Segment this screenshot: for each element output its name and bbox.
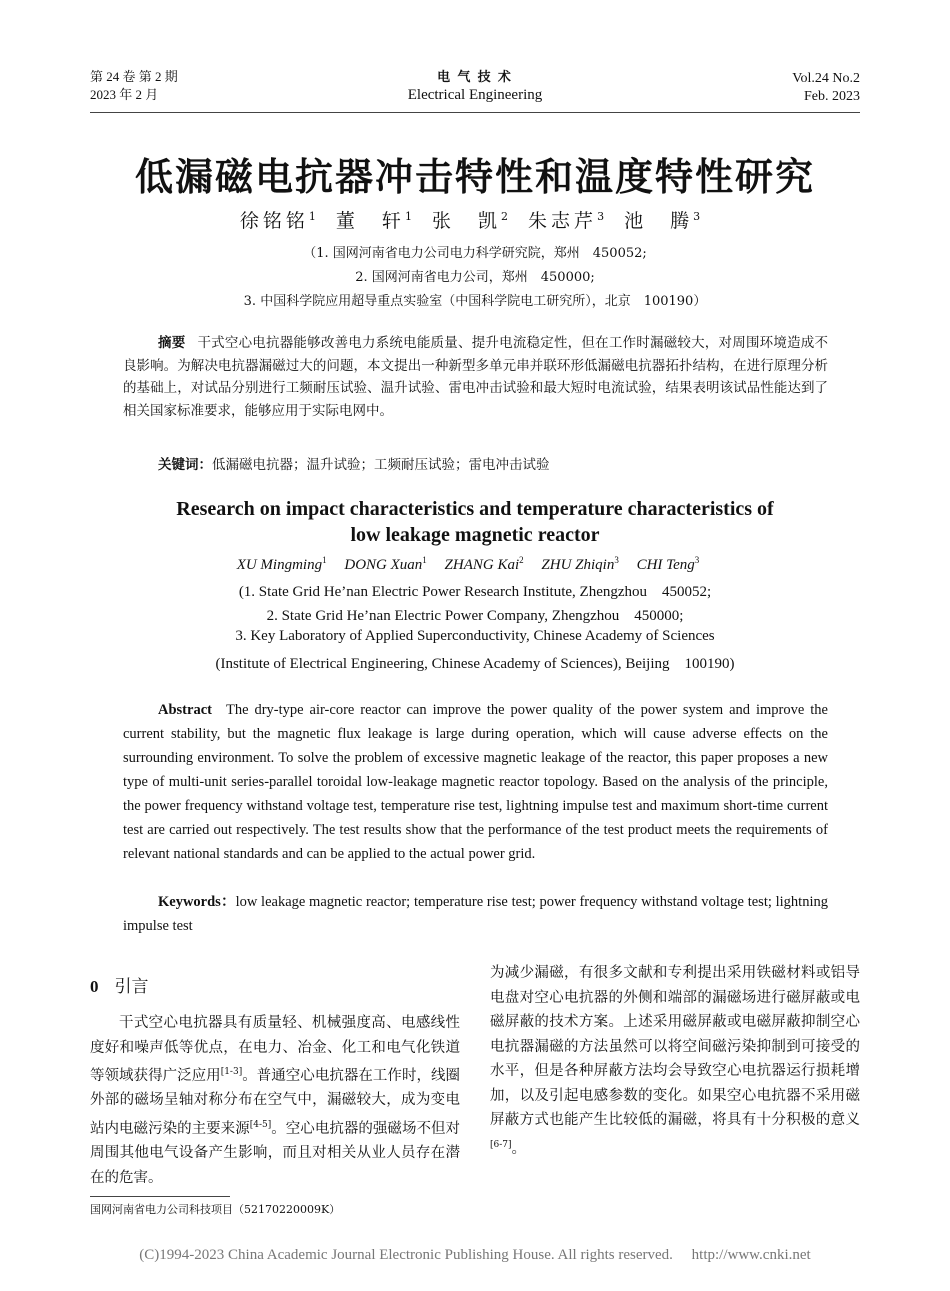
author-sup: 1 [308,209,316,223]
abstract-text-cn: 干式空心电抗器能够改善电力系统电能质量、提升电流稳定性，但在工作时漏磁较大，对周围环境造成不良影响。为解决电抗器漏磁过大的问题，本文提出一种新型多单元串并联环形低漏磁电抗器拓扑结构，在进行原理分析的基础上，对试品分别进行工频耐压试验、温升试验、雷电冲击试验和最大短时电流试验，结果表明该试品性能达到了相关国家标准要求，能够应用于实际电网中。 [123,335,829,419]
author-sup: 1 [422,555,427,565]
body-text: 为减少漏磁，有很多文献和专利提出采用铁磁材料或铝导电盘对空心电抗器的外侧和端部的漏磁场进行磁屏蔽或电磁屏蔽的技术方案。上述采用磁屏蔽或电磁屏蔽抑制空心电抗器漏磁的方法虽然可以将空间磁污染抑制到可接受的水平，但是各种屏蔽方法均会导致空心电抗器运行损耗增加，以及引起电感参数的变化。如果空心电抗器不采用磁屏蔽方式也能产生比较低的漏磁，将具有十分积极的意义 [490,965,860,1128]
section-title: 引言 [114,977,149,997]
abstract-cn [123,332,828,422]
keywords-cn [158,454,828,477]
keywords-text-cn: 低漏磁电抗器；温升试验；工频耐压试验；雷电冲击试验 [212,457,550,473]
body-text: 。空心电抗器的强磁场不但对周围其他电气设备产生影响，而且对相关从业人员存在潜在的危害。 [90,1120,461,1186]
citation: [1-3] [220,1067,243,1077]
abstract-en [123,698,828,866]
journal-name-cn: 电 气 技 术 [437,69,513,84]
body-text: 。普通空心电抗器在工作时，线圈外部的磁场呈轴对称分布在空气中，漏磁较大，成为变电站内电磁污染的主要来源 [90,1067,461,1137]
author-sup: 1 [322,555,327,565]
abstract-label-cn: 摘要 [158,335,186,351]
author-en: ZHU Zhiqin [541,557,615,573]
volume-issue-cn: 第 24 卷 第 2 期 [90,69,178,84]
author-en: XU Mingming [236,557,323,573]
intro-paragraph-left [90,1011,460,1190]
citation: [4-5] [249,1119,272,1130]
date-en: Feb. 2023 [804,89,860,104]
authors-cn [0,206,950,233]
affiliation-en: 2. State Grid He’nan Electric Power Company, Zhengzhou 450000; [266,608,684,624]
copyright-notice: (C)1994-2023 China Academic Journal Electronic Publishing House. All rights reserved. http://www.cnki.net [139,1247,811,1263]
affiliation-en: 3. Key Laboratory of Applied Superconductivity, Chinese Academy of Sciences [235,628,715,644]
paper-title-cn: 低漏磁电抗器冲击特性和温度特性研究 [134,155,815,199]
keywords-en [123,890,828,938]
author-cn: 池 腾 [624,210,694,232]
author-cn: 徐铭铭 [239,210,309,232]
author-cn: 董 轩 [335,210,405,232]
funding-footnote: 国网河南省电力公司科技项目（52170220009K） [90,1203,341,1216]
citation: [6-7] [490,1139,512,1150]
section-heading [90,972,149,997]
volume-issue-en-line: Vol.24 No.2 [792,71,860,86]
affiliation-en: (Institute of Electrical Engineering, Chinese Academy of Sciences), Beijing 100190) [215,656,735,672]
authors-en [0,555,950,574]
author-sup: 2 [501,209,508,223]
affiliation-cn: 2. 国网河南省电力公司，郑州 450000; [355,270,595,285]
author-sup: 2 [519,555,524,565]
author-sup: 3 [693,209,701,223]
author-sup: 1 [404,209,412,223]
body-text: 。 [511,1140,527,1157]
affiliation-en: (1. State Grid He’nan Electric Power Research Institute, Zhengzhou 450052; [238,584,712,600]
author-sup: 3 [597,209,605,223]
affiliation-cn: （1. 国网河南省电力公司电力科学研究院，郑州 450052; [303,246,647,261]
paper-title-en-line1: Research on impact characteristics and temperature characteristics of [176,498,774,520]
author-en: DONG Xuan [344,557,423,573]
volume-issue-en [792,70,860,106]
author-sup: 3 [614,555,619,565]
header-rule [90,112,860,113]
abstract-text-en: The dry-type air-core reactor can improve the power quality of the power system and improve the current stability, but the magnetic flux leakage is large during operation, which will cause adverse effects on the surrounding environment. To solve the problem of excessive magnetic leakage of the reactor, this paper proposes a new type of multi-unit series-parallel toroidal low-leakage magnetic reactor topology. Based on the analysis of the principle, the power frequency withstand voltage test, temperature rise test, lightning impulse test and maximum short-time current test are carried out respectively. The test results show that the performance of the test product meets the requirements of relevant national standards and can be applied to the actual power grid. [123,702,828,862]
author-en: CHI Teng [636,557,695,573]
keywords-text-en: low leakage magnetic reactor; temperature rise test; power frequency withstand voltage test; lightning impulse test [123,894,828,934]
author-cn: 张 凯 [431,210,501,232]
body-text: 干式空心电抗器具有质量轻、机械强度高、电感线性度好和噪声低等优点，在电力、冶金、化工和电气化铁道等领域获得广泛应用 [90,1015,460,1084]
affiliation-cn: 3. 中国科学院应用超导重点实验室（中国科学院电工研究所），北京 100190） [243,294,707,309]
abstract-label-en: Abstract [158,702,212,718]
journal-name-en: Electrical Engineering [407,87,543,103]
intro-paragraph-right [490,961,860,1161]
author-en: ZHANG Kai [444,557,520,573]
paper-title-en [0,496,950,548]
date-cn: 2023 年 2 月 [90,87,159,102]
footnote-rule [90,1196,230,1197]
paper-title-en-line2: low leakage magnetic reactor [350,524,600,546]
author-cn: 朱志芹 [528,210,598,232]
section-number: 0 [90,977,99,996]
keywords-label-en: Keywords： [158,894,236,910]
author-sup: 3 [694,555,700,565]
keywords-label-cn: 关键词： [158,457,212,473]
